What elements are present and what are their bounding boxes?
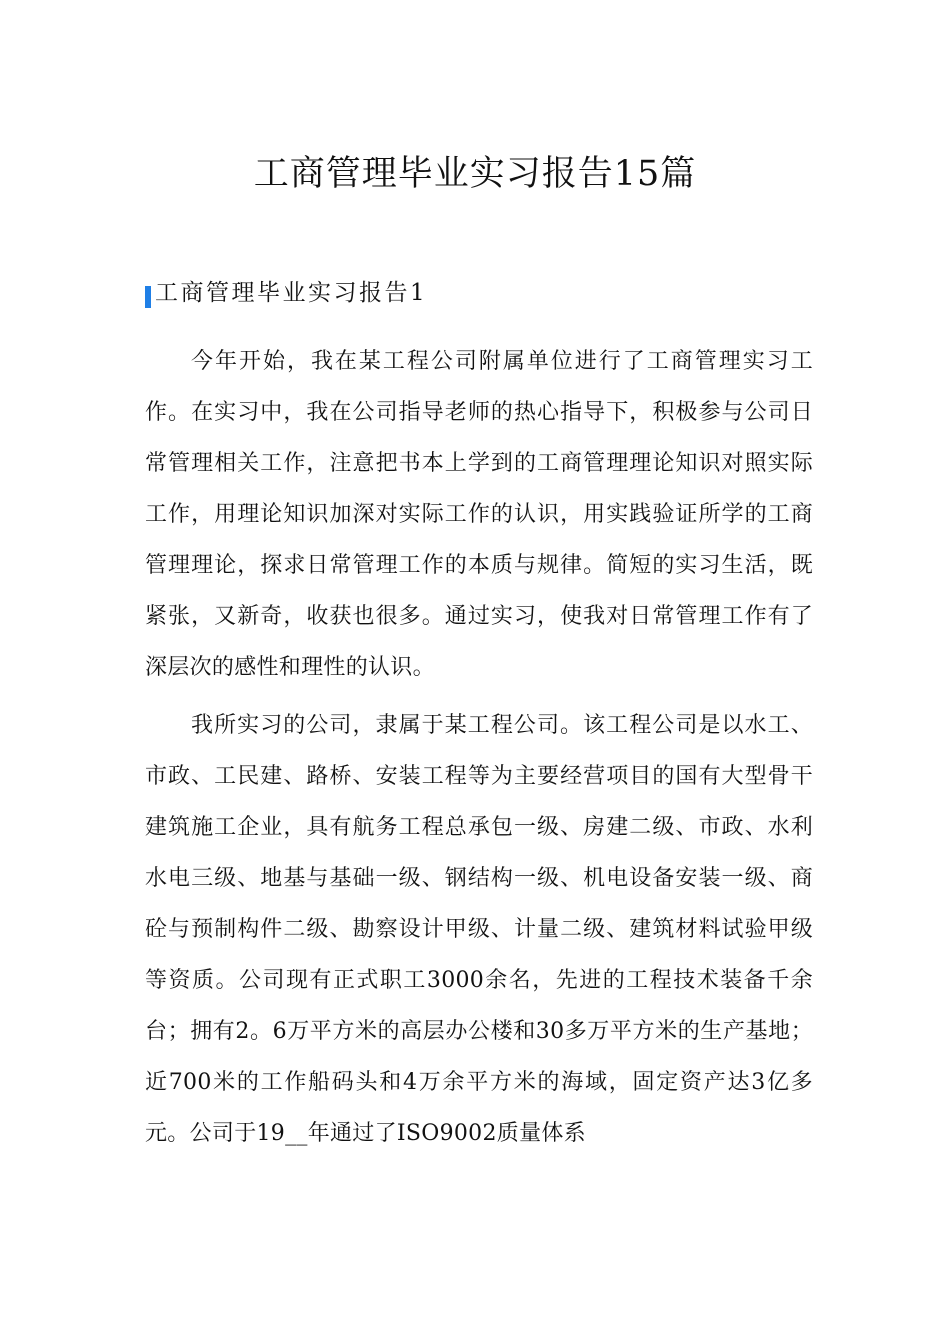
- section-heading: [145, 278, 427, 308]
- paragraph-2-block: [145, 700, 813, 1159]
- document-title: 工商管理毕业实习报告15篇: [253, 154, 697, 194]
- paragraph: 我所实习的公司，隶属于某工程公司。该工程公司是以水工、市政、工民建、路桥、安装工程等为主要经营项目的国有大型骨干建筑施工企业，具有航务工程总承包一级、房建二级、市政、水利水电三级、地基与基础一级、钢结构一级、机电设备安装一级、商砼与预制构件二级、勘察设计甲级、计量二级、建筑材料试验甲级等资质。公司现有正式职工3000余名，先进的工程技术装备千余台；拥有2。6万平方米的高层办公楼和30多万平方米的生产基地；近700米的工作船码头和4万余平方米的海域，固定资产达3亿多元。公司于19__年通过了ISO9002质量体系: [145, 713, 813, 1146]
- paragraph-1-block: [145, 336, 813, 693]
- section-heading-text: 工商管理毕业实习报告1: [155, 280, 428, 306]
- heading-marker: [145, 286, 151, 308]
- paragraph: 今年开始，我在某工程公司附属单位进行了工商管理实习工作。在实习中，我在公司指导老师的热心指导下，积极参与公司日常管理相关工作，注意把书本上学到的工商管理理论知识对照实际工作，用理论知识加深对实际工作的认识，用实践验证所学的工商管理理论，探求日常管理工作的本质与规律。简短的实习生活，既紧张，又新奇，收获也很多。通过实习，使我对日常管理工作有了深层次的感性和理性的认识。: [145, 349, 813, 680]
